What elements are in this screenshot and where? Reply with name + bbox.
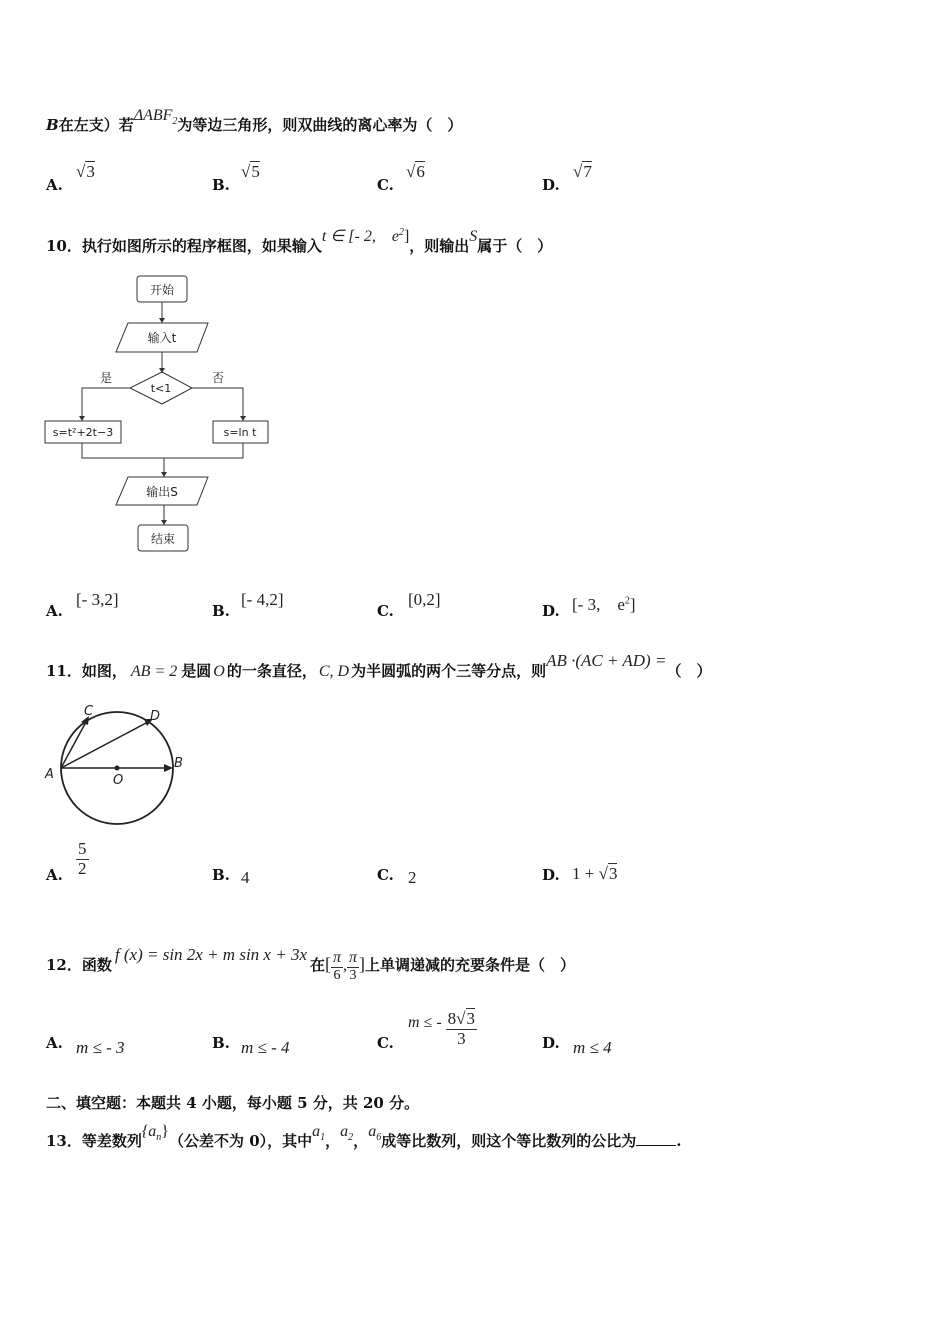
flow-condition-text: t<1 (150, 382, 172, 395)
q11-option-c-value: 2 (408, 868, 417, 887)
q12-option-b-label: B. (212, 1034, 230, 1052)
flow-end-text: 结束 (150, 532, 176, 546)
q11-option-a-label: A. (46, 866, 63, 884)
q11-option-c-label: C. (377, 866, 394, 884)
q13-answer-blank[interactable] (636, 1133, 676, 1146)
q10-option-a-value: [- 3,2] (76, 590, 119, 609)
flow-yes-text: 是 (99, 371, 113, 385)
q9-option-a-label: A. (46, 176, 63, 194)
q9-stem: B在左支）若$\Delta ABF_2$为等边三角形，则双曲线的离心率为（ ） (46, 107, 463, 134)
q10-option-b-value: [- 4,2] (241, 590, 284, 609)
q12-option-c-label: C. (377, 1034, 394, 1052)
section-fill-in-title: 二、填空题：本题共 4 小题，每小题 5 分，共 20 分。 (46, 1094, 420, 1112)
q11-stem: 11．如图， AB = 2 是圆 O 的一条直径， C, D 为半圆弧的两个三等分点，则AB ·(AC + AD) =（ ） (46, 651, 712, 680)
q10-option-b-label: B. (212, 602, 230, 620)
q9-option-b-label: B. (212, 176, 230, 194)
q12-option-a-value: m ≤ - 3 (76, 1038, 125, 1057)
flow-start-text: 开始 (149, 283, 175, 297)
q10-flowchart (40, 270, 280, 560)
q12-option-b-value: m ≤ - 4 (241, 1038, 290, 1057)
label-b: B (174, 756, 183, 771)
flow-left-text: s=t²+2t−3 (52, 426, 114, 439)
q11-option-b-value: 4 (241, 868, 250, 887)
q11-option-b-label: B. (212, 866, 230, 884)
q10-option-d-value: [- 3, $e^2$] (572, 595, 636, 614)
q9-option-b-value: √5 (241, 162, 260, 181)
label-o: O (113, 773, 124, 788)
q11-option-d-value: 1 + √3 (572, 864, 618, 883)
q12-option-a-label: A. (46, 1034, 63, 1052)
label-c: C (84, 704, 94, 719)
q11-option-d-label: D. (542, 866, 560, 884)
flow-right-text: s=ln t (223, 426, 257, 439)
q9-option-d-label: D. (542, 176, 560, 194)
q11-option-a-value: $\frac{5}{2}$ (78, 839, 87, 878)
q9-option-c-value: √6 (406, 162, 425, 181)
q9-option-a-value: √3 (76, 162, 95, 181)
q10-option-a-label: A. (46, 602, 63, 620)
q12-option-c-value: m ≤ - $\frac{8√3}{3}$ (408, 1009, 476, 1048)
q12-option-d-value: m ≤ 4 (573, 1038, 612, 1057)
q12-option-d-label: D. (542, 1034, 560, 1052)
q9-option-d-value: √7 (573, 162, 592, 181)
q10-stem: 10．执行如图所示的程序框图，如果输入t ∈ [- 2, $e^2$]，则输出S属于（ ） (46, 227, 553, 255)
q12-stem: 12．函数f (x) = sin 2x + m sin x + 3x在[ $\frac{\pi}{6}$ , $\frac{\pi}{3}$ ]上单调递减的充要条件是（ ） (46, 945, 576, 983)
q10-option-d-label: D. (542, 602, 560, 620)
q13-stem: 13．等差数列$\{a_n\}$（公差不为 0），其中$a_1$，$a_2$，$a_6$成等比数列，则这个等比数列的公比为 . (46, 1123, 682, 1150)
q10-option-c-label: C. (377, 602, 394, 620)
q11-circle-figure (40, 700, 200, 830)
q9-option-c-label: C. (377, 176, 394, 194)
flow-no-text: 否 (211, 371, 225, 385)
q10-option-c-value: [0,2] (408, 590, 441, 609)
flow-output-text: 输出S (146, 485, 178, 499)
flow-input-text: 输入t (147, 331, 177, 345)
label-a: A (45, 767, 54, 782)
label-d: D (150, 709, 161, 724)
